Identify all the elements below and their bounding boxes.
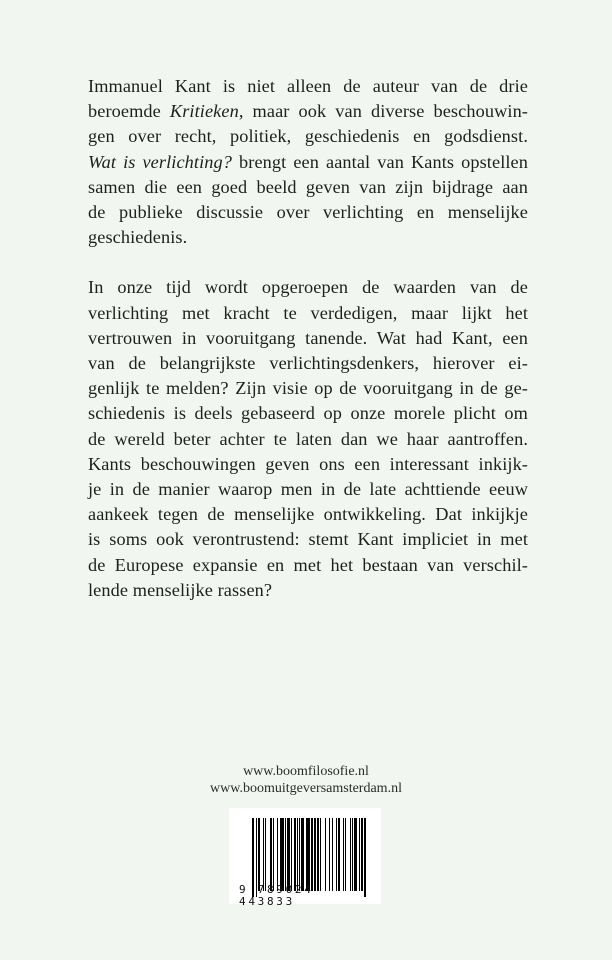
text-line: gen over recht, politiek, geschiedenis en godsdienst. bbox=[88, 126, 528, 147]
text-segment: brengt een aantal van Kants opstellen bbox=[232, 151, 529, 172]
barcode-gap bbox=[366, 818, 367, 891]
text-line: vertrouwen in vooruitgang tanende. Wat had Kant, een bbox=[88, 327, 528, 348]
url-boomuitgeversamsterdam[interactable]: www.boomuitgeversamsterdam.nl bbox=[210, 781, 402, 796]
text-line: In onze tijd wordt opgeroepen de waarden van de bbox=[88, 277, 528, 298]
barcode-bars bbox=[252, 818, 368, 891]
text-line: verlichting met kracht te verdedigen, maar lijkt het bbox=[88, 302, 528, 323]
text-segment: , maar ook van diverse beschouwin- bbox=[238, 101, 528, 122]
book-title-kritieken: Kritieken bbox=[169, 101, 239, 122]
text-line: de publieke discussie over verlichting en menselijke bbox=[88, 202, 528, 223]
isbn-number: 9 789024 443833 bbox=[239, 883, 314, 908]
text-segment: beroemde bbox=[88, 101, 170, 122]
text-line: van de belangrijkste verlichtingsdenkers, hierover ei- bbox=[88, 353, 528, 374]
text-line: de Europese expansie en met het bestaan van verschil- bbox=[88, 554, 528, 575]
back-cover-blurb bbox=[88, 74, 528, 628]
text-line: de wereld beter achter te laten dan we haar aantroffen. bbox=[88, 428, 528, 449]
text-line: aankeek tegen de menselijke ontwikkeling. Dat inkijkje bbox=[88, 504, 528, 525]
text-line bbox=[88, 99, 528, 124]
text-line: Kants beschouwingen geven ons een interessant inkijk- bbox=[88, 453, 528, 474]
publisher-urls bbox=[0, 763, 612, 797]
text-line: schiedenis is deels gebaseerd op onze morele plicht om bbox=[88, 403, 528, 424]
text-line: Immanuel Kant is niet alleen de auteur van de drie bbox=[88, 76, 528, 96]
text-line: lende menselijke rassen? bbox=[88, 579, 273, 600]
text-line: geschiedenis. bbox=[88, 227, 188, 248]
isbn-barcode bbox=[229, 808, 381, 908]
text-line: je in de manier waarop men in de late achttiende eeuw bbox=[88, 479, 528, 500]
blurb-paragraph-1 bbox=[88, 74, 528, 250]
book-title-wat-is-verlichting: Wat is verlichting? bbox=[88, 151, 233, 172]
text-line: samen die een goed beeld geven van zijn bijdrage aan bbox=[88, 176, 528, 197]
url-boomfilosofie[interactable]: www.boomfilosofie.nl bbox=[243, 764, 369, 779]
text-line: is soms ook verontrustend: stemt Kant impliciet in met bbox=[88, 529, 528, 550]
text-line: genlijk te melden? Zijn visie op de vooruitgang in de ge- bbox=[88, 378, 528, 399]
text-line bbox=[88, 150, 528, 175]
blurb-paragraph-2 bbox=[88, 275, 528, 603]
